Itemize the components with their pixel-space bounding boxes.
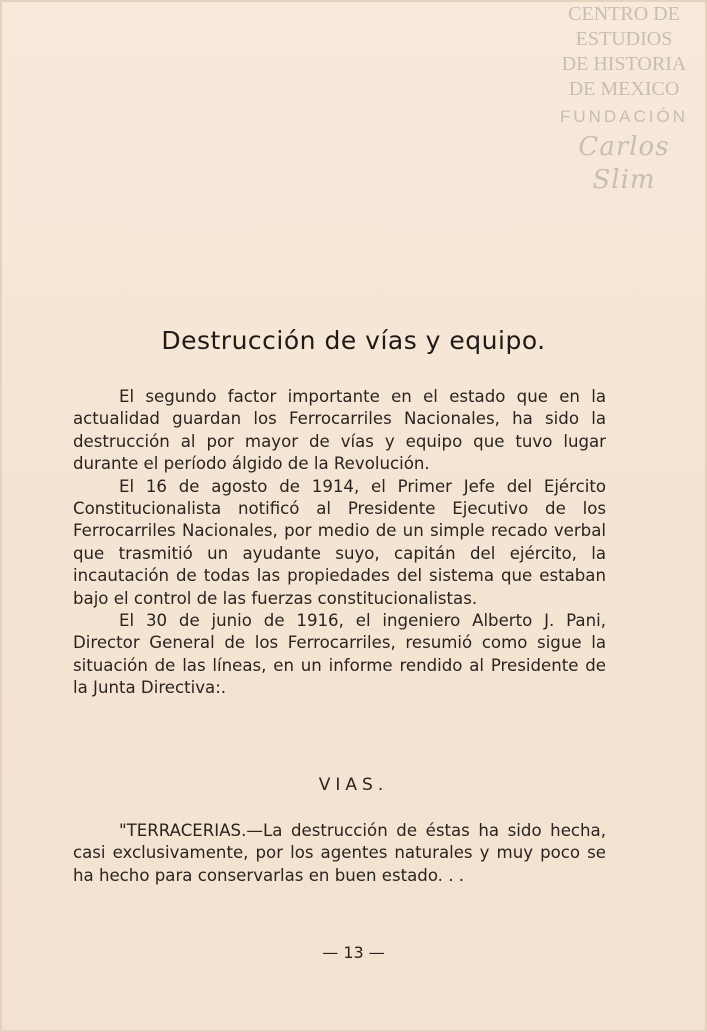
- watermark-line-2: ESTUDIOS: [575, 28, 673, 50]
- quote-paragraph: "TERRACERIAS.—La destrucción de éstas ha sido hecha, casi exclusivamente, por los agentes naturales y muy poco se ha hecho para conservarlas en buen estado. . .: [73, 821, 606, 885]
- watermark-line-4: DE MEXICO: [568, 78, 680, 100]
- watermark-line-1: CENTRO DE: [568, 3, 680, 25]
- paragraph-1: El segundo factor importante en el estado que en la actualidad guardan los Ferrocarriles Nacionales, ha sido la destrucción al por mayor de vías y equipo que tuvo lugar durante el período álgido de la Revolución.: [73, 387, 606, 474]
- archive-watermark: [549, 2, 699, 196]
- quote-block: [73, 820, 606, 887]
- section-heading: VIAS.: [318, 775, 389, 795]
- body-text: [73, 386, 606, 700]
- paragraph-2: El 16 de agosto de 1914, el Primer Jefe del Ejército Constitucionalista notificó al Presidente Ejecutivo de los Ferrocarriles Nacionales, por medio de un simple recado verbal que trasmitió un ayudante suyo, capitán del ejército, la incautación de todas las propiedades del sistema que estaban bajo el control de las fuerzas constitucionalistas.: [73, 476, 606, 608]
- paragraph-3: El 30 de junio de 1916, el ingeniero Alberto J. Pani, Director General de los Ferrocarriles, resumió como sigue la situación de las líneas, en un informe rendido al Presidente de la Junta Directiva:.: [73, 611, 606, 698]
- watermark-line-3: DE HISTORIA: [561, 53, 687, 75]
- watermark-signature: Carlos Slim: [578, 132, 670, 195]
- page-title: Destrucción de vías y equipo.: [161, 326, 546, 355]
- page-number: — 13 —: [322, 943, 385, 962]
- watermark-fundacion: FUNDACIÓN: [559, 107, 689, 126]
